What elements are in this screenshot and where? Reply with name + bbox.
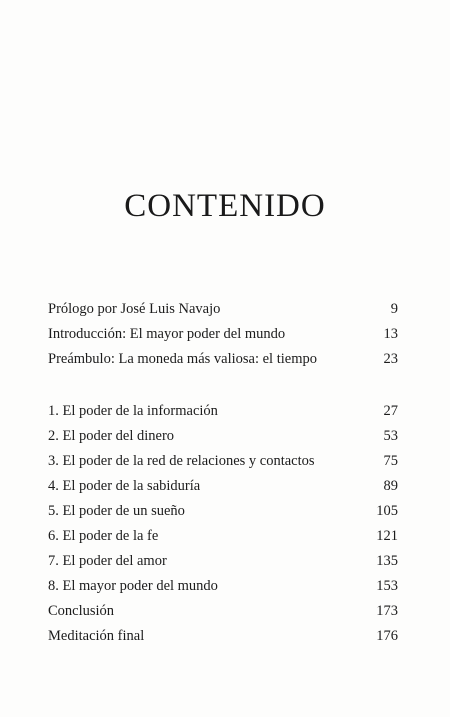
toc-entry-page: 105 <box>376 503 398 519</box>
toc-entry-chapter-3 <box>48 449 398 474</box>
toc-entry-label: 6. El poder de la fe <box>48 528 159 544</box>
toc-entry-label: Preámbulo: La moneda más valiosa: el tiempo <box>48 351 317 367</box>
toc-entry-chapter-7 <box>48 549 398 574</box>
page-title: CONTENIDO <box>124 188 326 224</box>
toc-entry-page: 9 <box>390 301 398 317</box>
toc-front-matter <box>48 297 398 372</box>
toc-entry-page: 89 <box>383 478 398 494</box>
toc-entry-page: 27 <box>383 403 398 419</box>
toc-entry-chapter-8 <box>48 574 398 599</box>
toc-entry-page: 13 <box>383 326 398 342</box>
toc-entry-page: 23 <box>383 351 398 367</box>
toc-entry-label: 4. El poder de la sabiduría <box>48 478 201 494</box>
toc-entry-chapter-4 <box>48 474 398 499</box>
toc-chapters <box>48 399 398 649</box>
toc-entry-label: Prólogo por José Luis Navajo <box>48 301 221 317</box>
toc-entry-chapter-2 <box>48 424 398 449</box>
toc-entry-label: 7. El poder del amor <box>48 553 167 569</box>
toc-entry-page: 121 <box>376 528 398 544</box>
toc-entry-page: 53 <box>383 428 398 444</box>
toc-entry-prologo <box>48 297 398 322</box>
toc-entry-label: Introducción: El mayor poder del mundo <box>48 326 286 342</box>
toc-entry-introduccion <box>48 322 398 347</box>
toc-entry-label: 5. El poder de un sueño <box>48 503 185 519</box>
toc-entry-preambulo <box>48 347 398 372</box>
toc-entry-conclusion <box>48 599 398 624</box>
toc-entry-label: Conclusión <box>48 603 115 619</box>
toc-entry-chapter-1 <box>48 399 398 424</box>
toc-entry-page: 75 <box>383 453 398 469</box>
toc-entry-label: 3. El poder de la red de relaciones y contactos <box>48 453 315 469</box>
toc-entry-page: 135 <box>376 553 398 569</box>
toc-entry-chapter-5 <box>48 499 398 524</box>
toc-entry-page: 176 <box>376 628 398 644</box>
toc-entry-label: Meditación final <box>48 628 145 644</box>
toc-entry-label: 2. El poder del dinero <box>48 428 175 444</box>
toc-entry-label: 8. El mayor poder del mundo <box>48 578 218 594</box>
toc-entry-label: 1. El poder de la información <box>48 403 218 419</box>
toc-entry-page: 153 <box>376 578 398 594</box>
toc-entry-meditacion <box>48 624 398 649</box>
toc-entry-chapter-6 <box>48 524 398 549</box>
toc-entry-page: 173 <box>376 603 398 619</box>
